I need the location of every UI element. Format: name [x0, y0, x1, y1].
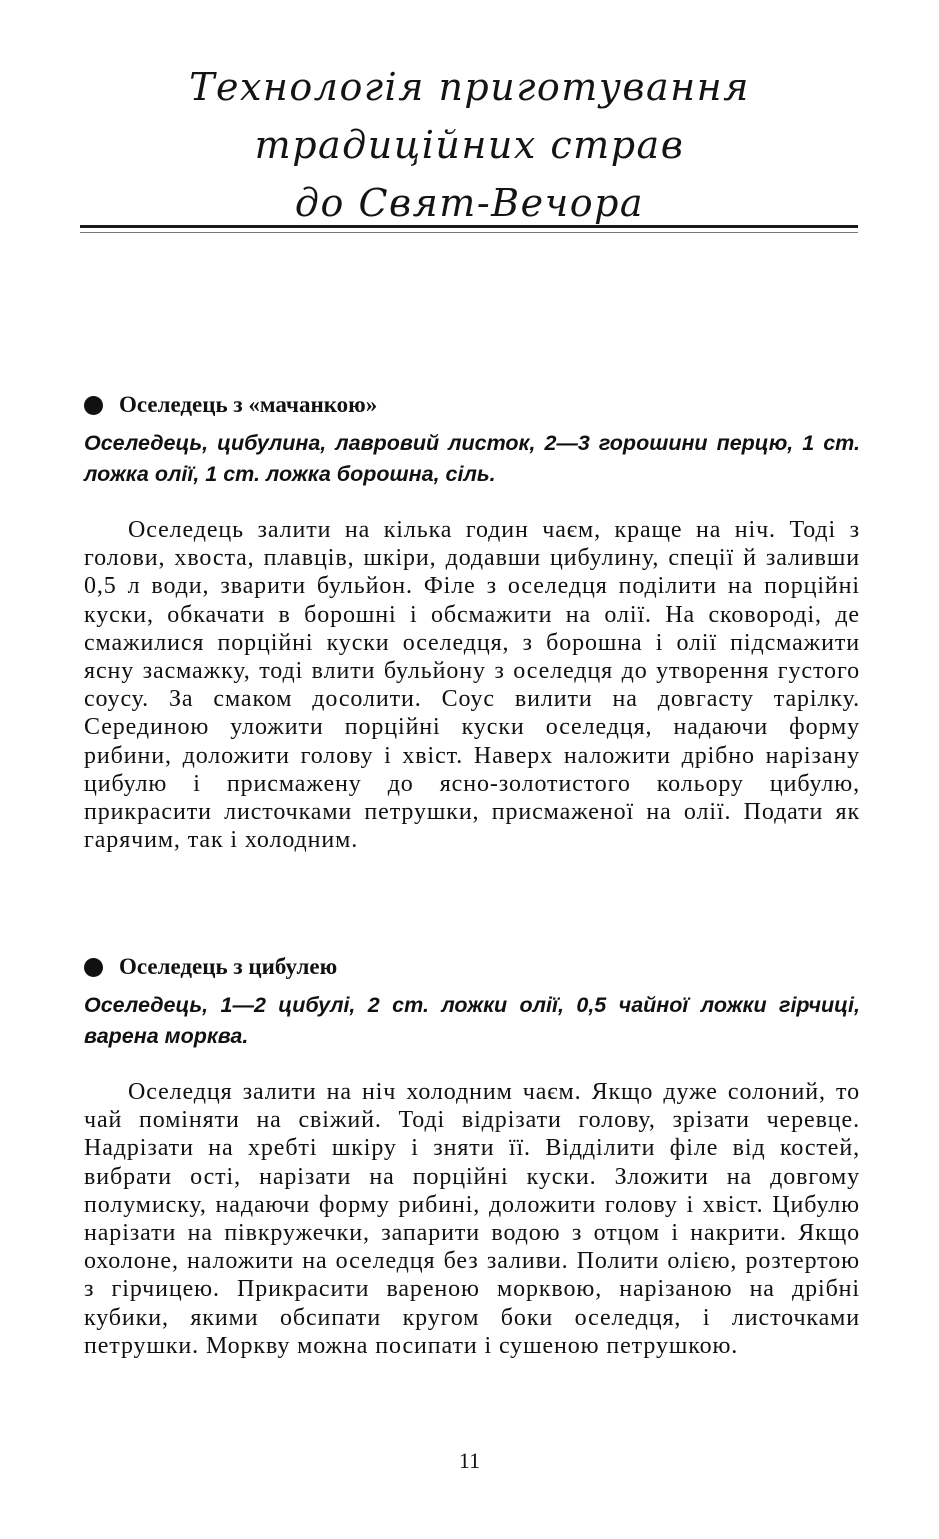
recipe-instructions: Оселедця залити на ніч холодним чаєм. Якщо дуже солоний, то чай поміняти на свіжий. Тоді відрізати голову, зрізати черевце. Надрізати на хребті шкіру і зняти її. Відділити філе від костей, вибрати ості, нарізати на порційні куски. Зложити на довгому полумиску, надаючи форму рибині, доложити голову і хвіст. Цибулю нарізати на півкружечки, запарити водою з отцом і накрити. Якщо охолоне, наложити на оселедця без заливи. Полити олією, розтертою з гірчицею. Прикрасити вареною морквою, нарізаною на дрібні кубики, якими обсипати кругом боки оселедця, і листочками петрушки. Моркву можна посипати і сушеною петрушкою.: [84, 1079, 860, 1359]
chapter-title: [0, 58, 939, 232]
recipe-heading-text: Оселедець з «мачанкою»: [119, 392, 378, 417]
title-divider: [80, 225, 858, 228]
chapter-title-line-3: до Свят-Вечора: [294, 181, 645, 225]
recipe-heading: [84, 386, 860, 424]
title-divider-thin: [80, 232, 858, 233]
recipe-herring-machanka: [84, 386, 860, 854]
bullet-icon: [84, 396, 103, 415]
recipe-heading: [84, 948, 860, 986]
chapter-title-line-1: Технологія приготування: [189, 65, 750, 109]
bullet-icon: [84, 958, 103, 977]
recipe-herring-onion: [84, 948, 860, 1360]
page-number: 11: [458, 1448, 481, 1473]
recipe-instructions: Оселедець залити на кілька годин чаєм, краще на ніч. Тоді з голови, хвоста, плавців, шкіри, додавши цибулину, спеції й заливши 0,5 л води, зварити бульйон. Філе з оселедця поділити на порційні куски, обкачати в борошні і обсмажити на олії. На сковороді, де смажилися порційні куски оселедця, з борошна і олії підсмажити ясну засмажку, тоді влити бульйону з оселедця до утворення густого соусу. За смаком досолити. Соус вилити на довгасту тарілку. Серединою уложити порційні куски оселедця, надаючи форму рибини, доложити голову і хвіст. Наверх наложити дрібно нарізану цибулю і присмажену до ясно-золотистого кольору цибулю, прикрасити листочками петрушки, присмаженої на олії. Подати як гарячим, так і холодним.: [84, 517, 860, 854]
recipe-ingredients: Оселедець, 1—2 цибулі, 2 ст. ложки олії, 0,5 чайної ложки гірчиці, варена морква.: [84, 993, 860, 1048]
chapter-title-line-2: традиційних страв: [254, 123, 685, 167]
recipe-heading-text: Оселедець з цибулею: [119, 954, 338, 979]
recipe-ingredients: Оселедець, цибулина, лавровий листок, 2—3 горошини перцю, 1 ст. ложка олії, 1 ст. ложка борошна, сіль.: [84, 431, 860, 486]
